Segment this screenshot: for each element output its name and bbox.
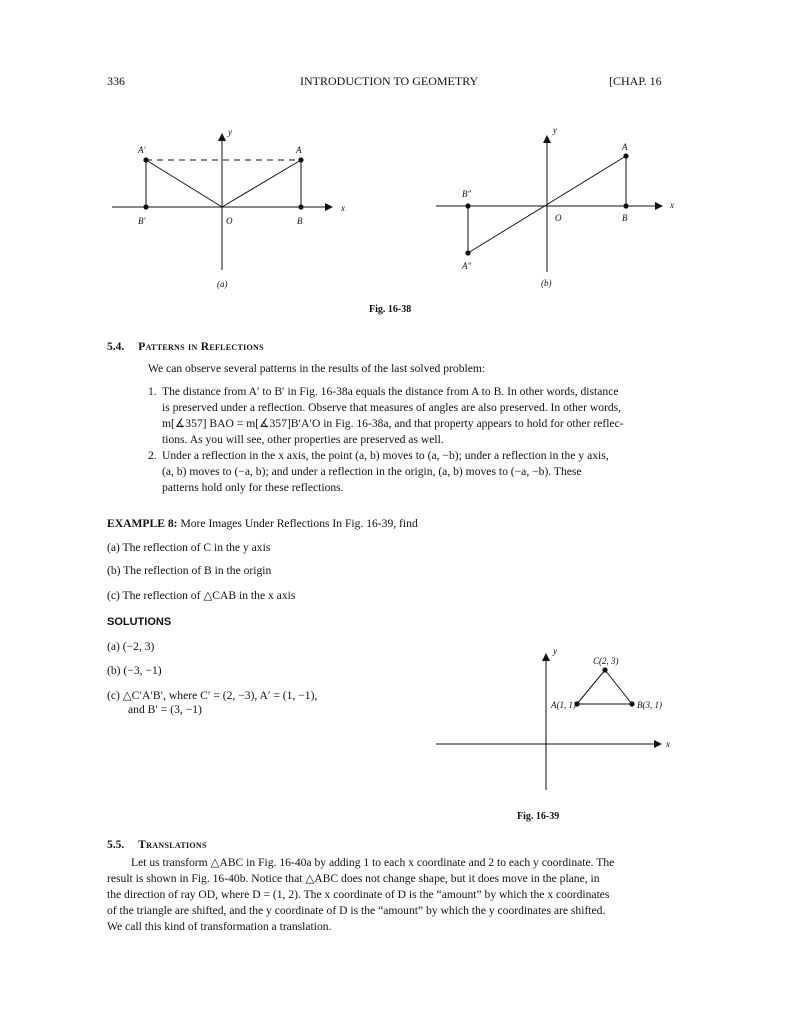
figure-16-38a [100,120,360,295]
section-5-4-intro: We can observe several patterns in the results of the last solved problem: [148,362,486,375]
solutions-heading: SOLUTIONS [107,616,172,628]
s55-line4: of the triangle are shifted, and the y coordinate of D is the “amount” by which the y coordinates are shifted. [107,904,606,917]
list-item [148,384,708,448]
point-b-dprime [465,203,470,208]
label-c: C(2, 3) [593,656,619,666]
example-text: More Images Under Reflections In Fig. 16-39, find [180,517,418,530]
item1-line1: The distance from A′ to B′ in Fig. 16-38a equals the distance from A to B. In other words, distance [162,385,619,398]
running-title: INTRODUCTION TO GEOMETRY [300,74,479,88]
sublabel-b: (b) [541,278,552,288]
segment-c-b [605,670,632,704]
list-item-number: 1. [148,385,157,398]
segment-a-o [222,160,301,207]
label-b: B(3, 1) [637,700,662,710]
example-label: EXAMPLE 8: [107,517,178,530]
point-a-prime [143,157,148,162]
label-y-axis: y [553,646,557,656]
question-b: (b) The reflection of B in the origin [107,564,272,577]
label-b-dprime: B″ [462,189,472,199]
point-a-dprime [465,250,470,255]
list-item [148,448,708,496]
section-title: Patterns in Reflections [138,341,264,353]
label-b: B [297,216,303,226]
item1-line3: m[∡357] BAO = m[∡357]B′A′O in Fig. 16-38a, and that property appears to hold for other reflec- [162,417,624,430]
label-b-prime: B′ [138,216,146,226]
section-title: Translations [138,839,207,851]
solution-b: (b) (−3, −1) [107,664,162,677]
section-5-4-heading [107,341,264,353]
s55-line1: Let us transform △ABC in Fig. 16-40a by adding 1 to each x coordinate and 2 to each y coordinate. The [131,856,615,869]
question-a: (a) The reflection of C in the y axis [107,541,271,554]
label-a: A [296,145,302,155]
item2-line3: patterns hold only for these reflections. [162,481,344,494]
label-a: A [622,142,628,152]
solution-c-line1: (c) △C′A′B′, where C′ = (2, −3), A′ = (1, −1), [107,689,318,702]
item1-line4: tions. As you will see, other properties are preserved as well. [162,433,444,446]
s55-line3: the direction of ray OD, where D = (1, 2). The x coordinate of D is the “amount” by which the x coordinates [107,888,610,901]
label-x-axis: x [341,203,345,213]
item2-line1: Under a reflection in the x axis, the point (a, b) moves to (a, −b); under a reflection in the y axis, [162,449,609,462]
label-o: O [555,213,562,223]
solution-a: (a) (−2, 3) [107,640,155,653]
figure-16-38-caption: Fig. 16-38 [369,304,412,315]
point-a [298,157,303,162]
label-x-axis: x [670,200,674,210]
figure-16-38b [430,120,690,295]
item2-line2: (a, b) moves to (−a, b); and under a reflection in the origin, (a, b) moves to (−a, −b). These [162,465,582,478]
question-c: (c) The reflection of △CAB in the x axis [107,589,296,602]
label-a-dprime: A″ [462,261,472,271]
point-b [298,204,303,209]
label-y-axis: y [553,125,557,135]
solution-c-line2: and B′ = (3, −1) [128,703,202,716]
segment-a-prime-o [146,160,222,207]
s55-line2: result is shown in Fig. 16-40b. Notice that △ABC does not change shape, but it does move in the plane, in [107,872,600,885]
label-x-axis: x [666,739,670,749]
label-a: A(1, 1) [551,700,576,710]
section-number: 5.4. [107,341,125,353]
point-b-prime [143,204,148,209]
s55-line5: We call this kind of transformation a translation. [107,920,332,933]
section-5-5-body [107,855,707,935]
list-item-number: 2. [148,449,157,462]
section-5-5-heading [107,839,207,851]
point-a [623,153,628,158]
label-b: B [622,213,628,223]
figure-16-39 [430,640,690,800]
section-number: 5.5. [107,839,125,851]
figure-16-39-caption: Fig. 16-39 [517,811,560,822]
section-5-4-list [148,384,708,496]
label-a-prime: A′ [138,145,146,155]
point-b [623,203,628,208]
point-b [629,701,634,706]
example-8-heading [107,517,418,530]
item1-line2: is preserved under a reflection. Observe that measures of angles are also preserved. In other words, [162,401,622,414]
page-number: 336 [107,74,125,88]
point-c [602,667,607,672]
sublabel-a: (a) [217,279,228,289]
chapter-label: [CHAP. 16 [609,74,662,88]
label-o: O [226,216,233,226]
label-y-axis: y [228,127,232,137]
segment-c-a [577,670,605,704]
